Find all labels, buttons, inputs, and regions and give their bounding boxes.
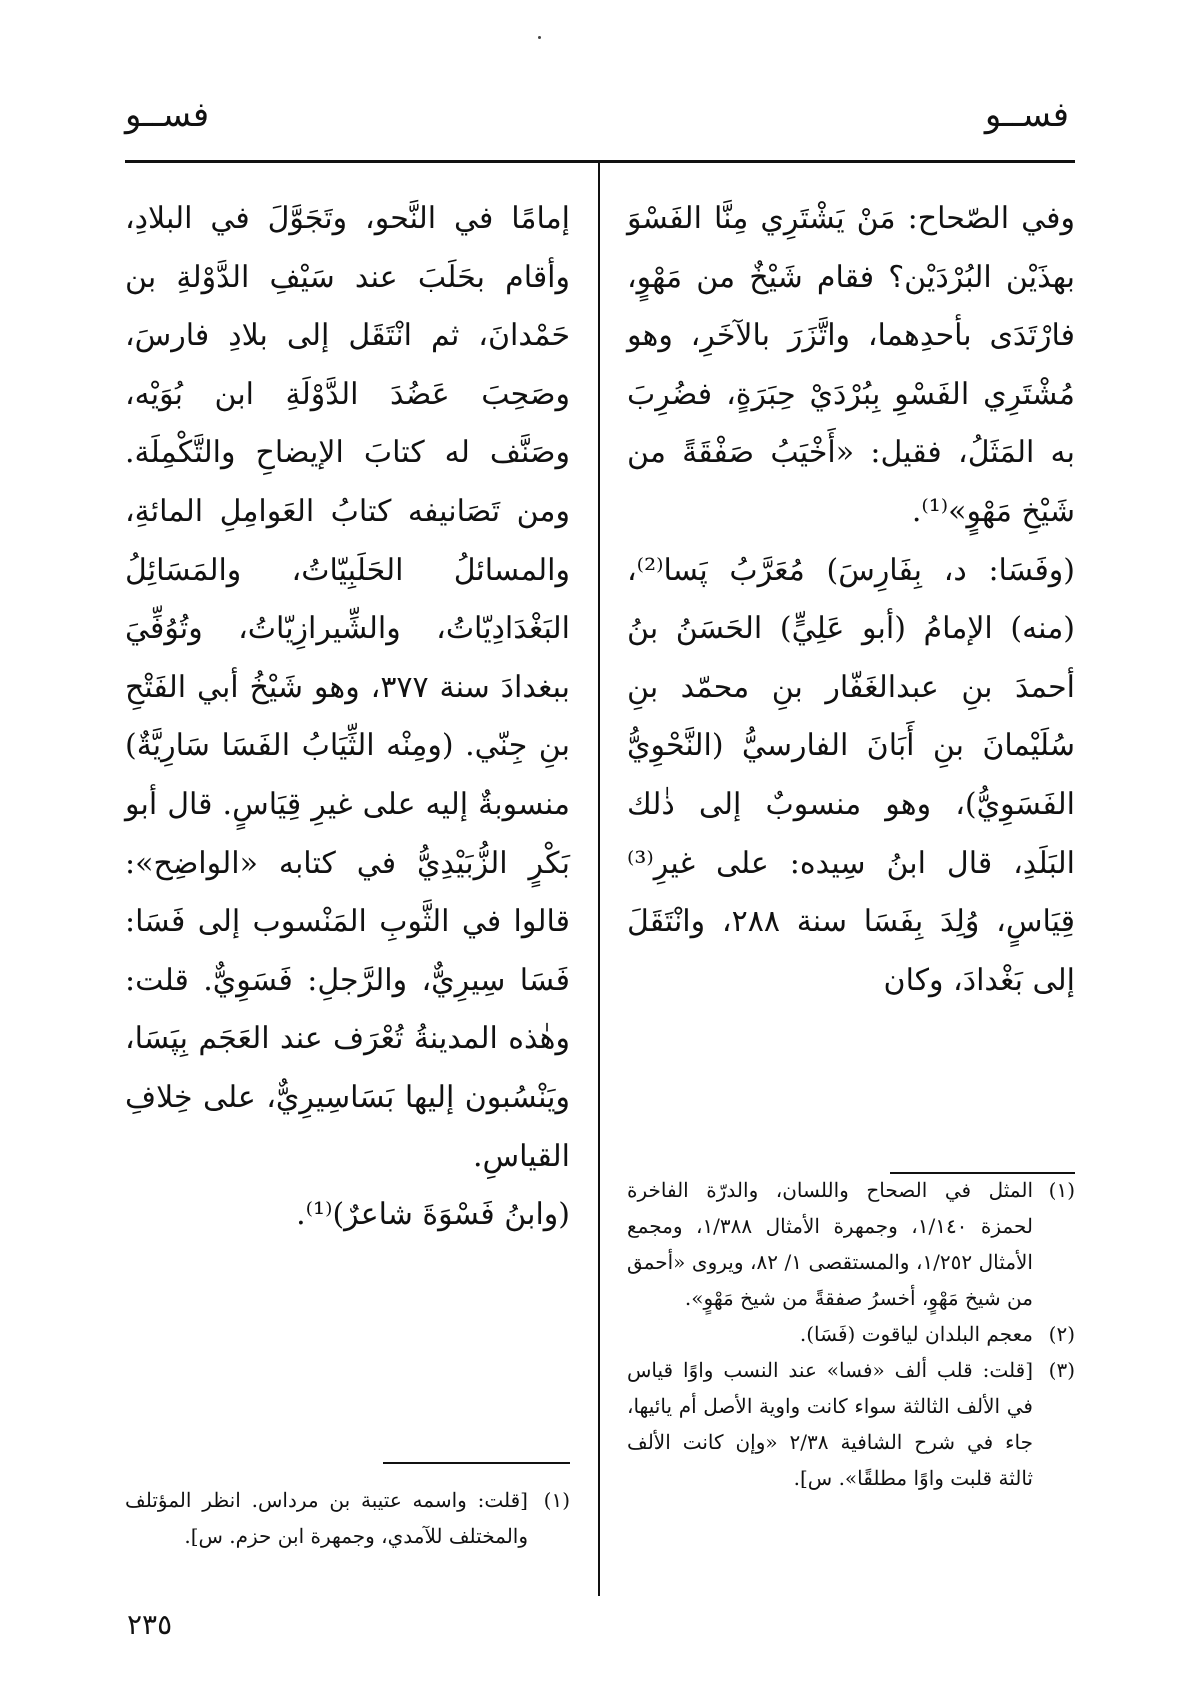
footnote-text: معجم البلدان لياقوت (فَسَا). <box>799 1322 1033 1346</box>
paragraph: وفي الصّحاح: مَنْ يَشْتَرِي مِنَّا الفَسْوَ بهذَيْن البُرْدَيْن؟ فقام شَيْخٌ من مَهْوٍ، فارْتَدَى بأحدِهما، واتَّزَرَ بالآخَرِ، وهو مُشْتَرِي الفَسْوِ بِبُرْدَيْ حِبَرَةٍ، فضُرِبَ به المَثَلُ، فقيل: «أَخْيَبُ صَفْقَةً من شَيْخِ مَهْوٍ»⁽¹⁾. <box>627 201 1075 529</box>
left-column-text <box>125 190 570 1245</box>
right-column <box>627 190 1075 1010</box>
header-rule <box>125 160 1075 163</box>
running-header-left: فســو <box>125 95 210 135</box>
footnote-text: [قلت: واسمه عتيبة بن مرداس. انظر المؤتلف والمختلف للآمدي، وجمهرة ابن حزم. س]. <box>125 1488 528 1548</box>
footnote-number: (٣) <box>1048 1358 1075 1382</box>
scan-speck <box>538 36 541 39</box>
paragraph: إمامًا في النَّحو، وتَجَوَّلَ في البلادِ، وأقام بحَلَبَ عند سَيْفِ الدَّوْلةِ بن حَمْدانَ، ثم انْتَقَل إلى بلادِ فارسَ، وصَحِبَ عَضُدَ الدَّوْلَةِ ابن بُوَيْه، وصَنَّف له كتابَ الإيضاحِ والتَّكْمِلَة. ومن تَصَانيفه كتابُ العَوامِلِ المائةِ، والمسائلُ الحَلَبِيّاتُ، والمَسَائِلُ البَغْدَادِيّاتُ، والشِّيرازِيّاتُ، وتُوُفِّيَ ببغدادَ سنة ٣٧٧، وهو شَيْخُ أبي الفَتْحِ بنِ جِنّي. (ومِنْه الثِّيَابُ الفَسَا سَارِيَّةٌ) منسوبةٌ إليه على غيرِ قِيَاسٍ. قال أبو بَكْرٍ الزُّبَيْدِيُّ في كتابه «الواضِح»: قالوا في الثَّوبِ المَنْسوب إلى فَسَا: فَسَا سِيرِيٌّ، والرَّجلِ: فَسَوِيٌّ. قلت: وهٰذه المدينةُ تُعْرَف عند العَجَم بِپَسَا، ويَنْسُبون إليها بَسَاسِيرِيٌّ، على خِلافِ القياسِ. <box>125 201 570 1174</box>
footnotes-right <box>627 1172 1075 1496</box>
left-column <box>125 190 570 1245</box>
page-number: ٢٣٥ <box>127 1608 173 1641</box>
footnote-number: (١) <box>543 1488 570 1512</box>
paragraph: (وفَسَا: د، بِفَارِسَ) مُعَرَّبُ پَسا⁽²⁾، (منه) الإمامُ (أبو عَلِيٍّ) الحَسَنُ بنُ أحمدَ بنِ عبدالغَفّار بنِ محمّد بنِ سُلَيْمانَ بنِ أَبَانَ الفارسيُّ (النَّحْوِيُّ الفَسَوِيُّ)، وهو منسوبٌ إلى ذٰلك البَلَدِ، قال ابنُ سِيده: على غيرِ⁽³⁾ قِيَاسٍ، وُلِدَ بِفَسَا سنة ٢٨٨، وانْتَقَلَ إلى بَغْدادَ، وكان <box>627 552 1075 998</box>
footnote <box>627 1352 1075 1496</box>
paragraph: (وابنُ فَسْوَةَ شاعرٌ)⁽¹⁾. <box>296 1197 570 1233</box>
footnote <box>627 1172 1075 1316</box>
footnote-number: (٢) <box>1048 1322 1075 1346</box>
footnote <box>125 1482 570 1554</box>
footnote-rule-left <box>383 1462 570 1464</box>
running-header-right: فســو <box>984 95 1069 135</box>
footnote-number: (١) <box>1048 1178 1075 1202</box>
right-column-text <box>627 190 1075 1010</box>
footnote-text: [قلت: قلب ألف «فسا» عند النسب واوًا قياس في الألف الثالثة سواء كانت واوية الأصل أم يائيها، جاء في شرح الشافية ٢/٣٨ «وإن كانت الألف ثالثة قلبت واوًا مطلقًا». س]. <box>627 1358 1033 1490</box>
footnotes-left <box>125 1482 570 1554</box>
column-divider <box>598 163 600 1596</box>
footnote-text: المثل في الصحاح واللسان، والدرّة الفاخرة لحمزة ١/١٤٠، وجمهرة الأمثال ١/٣٨٨، ومجمع الأمثال ١/٢٥٢، والمستقصى ١/ ٨٢، ويروى «أحمق من شيخ مَهْوٍ، أخسرُ صفقةً من شيخ مَهْوٍ». <box>627 1178 1033 1310</box>
footnote <box>627 1316 1075 1352</box>
